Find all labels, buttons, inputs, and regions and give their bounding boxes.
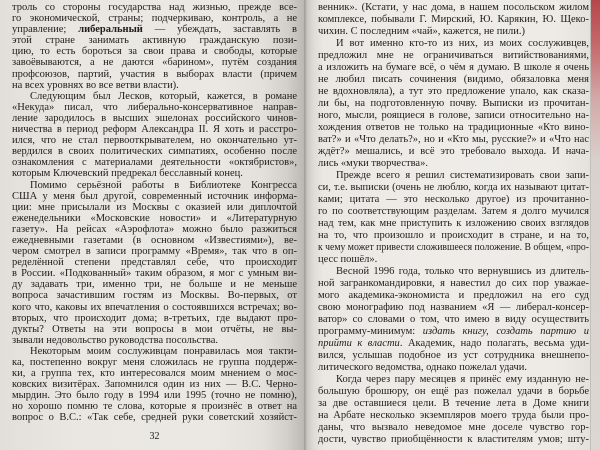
text-segment: хождения ответов не только на традиционные «Кто вино- bbox=[318, 122, 589, 133]
text-segment: дукты? Ответы на эти вопросы в мои отчёты, не вы- bbox=[12, 323, 297, 335]
line-text bbox=[12, 202, 297, 213]
text-line bbox=[318, 50, 589, 62]
line-text bbox=[318, 302, 589, 314]
text-segment: мырдин. Это было году в 1994 или 1995 (точно не помню), bbox=[12, 390, 297, 402]
line-text bbox=[12, 57, 297, 68]
text-segment: чихин. С последним «чай», кажется, не пили.) bbox=[318, 26, 525, 37]
text-segment: комплексе, побывали Г. Мирский, Ю. Карякин, Ю. Щеко- bbox=[318, 14, 589, 25]
line-text bbox=[12, 113, 297, 124]
line-text bbox=[318, 86, 589, 98]
text-line bbox=[318, 386, 589, 398]
text-line bbox=[318, 74, 589, 86]
line-text bbox=[30, 91, 297, 102]
text-segment: ление зародилось в высших эшелонах российского чинов- bbox=[12, 112, 297, 124]
text-line bbox=[318, 314, 589, 326]
text-line bbox=[12, 191, 297, 202]
text-segment: газету». На рейсах «Аэрофлота» можно было разжиться bbox=[12, 223, 297, 235]
text-segment: ли бы, на подготовленную почву. Выписки из прочитан- bbox=[318, 98, 589, 109]
text-segment: ка, постепенно вокруг меня сложилась не группа поддерж- bbox=[12, 357, 297, 368]
line-text bbox=[318, 146, 589, 158]
text-line bbox=[12, 213, 297, 224]
text-line bbox=[12, 290, 297, 301]
text-segment: ределённой степени представлял себе, что происходит bbox=[12, 257, 297, 269]
line-text bbox=[318, 278, 589, 290]
text-segment: которым Ключевский предрекал бесславный конец. bbox=[12, 168, 243, 180]
line-text bbox=[318, 134, 589, 146]
text-segment: США у меня был другой, современный источник информа- bbox=[12, 190, 297, 202]
text-segment: вопроса зачастившим гостям из Москвы. Во-первых, от bbox=[12, 290, 297, 302]
text-line bbox=[12, 390, 297, 401]
text-segment: мого академика-экономиста и предложил на его суд bbox=[318, 290, 589, 301]
text-line bbox=[318, 398, 589, 410]
line-text bbox=[30, 346, 297, 357]
text-line bbox=[318, 134, 589, 146]
text-segment: программу-минимум: bbox=[318, 326, 423, 337]
line-text bbox=[318, 2, 589, 14]
text-line bbox=[12, 257, 297, 268]
text-line bbox=[318, 86, 589, 98]
text-segment: на то, что произошло и происходит в стране, и на то, bbox=[318, 230, 589, 241]
text-line bbox=[12, 368, 297, 379]
text-line bbox=[318, 62, 589, 74]
text-line bbox=[12, 224, 297, 235]
text-segment: ился, что не стал первооткрывателем, но окончательно ут- bbox=[12, 135, 297, 147]
text-segment: этой стране занимать активную гражданскую пози- bbox=[12, 35, 297, 47]
line-text bbox=[318, 122, 589, 134]
text-segment: управление; bbox=[12, 24, 79, 36]
text-segment: го экономической, страны; подчеркиваю, контроль, а не bbox=[12, 13, 297, 25]
line-text bbox=[12, 390, 297, 401]
text-line bbox=[318, 434, 589, 446]
text-segment: над тем, как мне приступить к изложению своих взглядов bbox=[318, 218, 589, 229]
text-line bbox=[12, 335, 297, 346]
italic-text: прийти к власти bbox=[318, 338, 400, 349]
text-segment: ду задавать три, именно три, не больше и не меньше bbox=[12, 279, 297, 291]
line-text bbox=[12, 24, 297, 35]
line-text bbox=[318, 218, 589, 230]
text-line bbox=[318, 338, 589, 350]
text-segment: ждёт?» мешались, и всё это требовало выхода. И нача- bbox=[318, 146, 589, 157]
line-text bbox=[12, 368, 297, 379]
text-segment: цесс пошёл». bbox=[318, 254, 378, 265]
text-line bbox=[12, 57, 297, 68]
line-text bbox=[318, 290, 589, 302]
text-line bbox=[12, 2, 297, 13]
italic-text: издать книгу, создать партию и bbox=[422, 326, 589, 337]
text-line bbox=[12, 313, 297, 324]
line-text bbox=[318, 362, 527, 374]
line-text bbox=[12, 146, 297, 157]
text-line bbox=[318, 158, 589, 170]
text-line bbox=[318, 410, 589, 422]
line-text bbox=[336, 266, 589, 278]
line-text bbox=[318, 338, 589, 350]
text-line bbox=[12, 346, 297, 357]
text-line bbox=[12, 302, 297, 313]
text-line bbox=[318, 230, 589, 242]
text-line bbox=[318, 302, 589, 314]
line-text bbox=[318, 62, 589, 74]
text-line bbox=[318, 38, 589, 50]
text-segment: даны, что вызвало неведомое мне доселе чувство гор- bbox=[318, 422, 589, 433]
text-line bbox=[12, 24, 297, 35]
text-segment: Помимо серьёзной работы в Библиотеке Конгресса bbox=[30, 179, 297, 191]
line-text bbox=[318, 422, 589, 434]
text-line bbox=[318, 254, 589, 266]
text-segment: а изложить на бумаге всё, о чём я думаю. В школе я очень bbox=[318, 62, 589, 73]
page-number: 32 bbox=[149, 431, 160, 442]
text-line bbox=[12, 324, 297, 335]
line-text bbox=[12, 379, 297, 390]
text-segment: на всех уровнях во все ветви власти). bbox=[12, 79, 179, 91]
text-segment: ознакомления с материалами деятельности «октябристов», bbox=[12, 157, 297, 169]
text-segment: Некоторым моим сослуживцам понравилась моя такти- bbox=[30, 345, 297, 357]
line-text bbox=[318, 182, 589, 194]
text-line bbox=[12, 91, 297, 102]
text-line bbox=[12, 180, 297, 191]
text-line bbox=[318, 242, 589, 254]
text-line bbox=[12, 168, 297, 179]
line-text bbox=[12, 313, 297, 324]
text-segment: венник». (Кстати, у нас дома, в нашем посольском жилом bbox=[318, 2, 589, 13]
text-line bbox=[12, 235, 297, 246]
text-line bbox=[12, 13, 297, 24]
text-segment: к чему может привести сложившееся положение. В общем, «про- bbox=[318, 242, 589, 253]
line-text bbox=[12, 124, 297, 135]
text-segment: ками; цитата — это несколько другое) из прочитанно- bbox=[318, 194, 589, 205]
text-line bbox=[318, 290, 589, 302]
text-segment: ной загранкомандировки, я навестил до сих пор уважае- bbox=[318, 278, 589, 289]
text-line bbox=[318, 278, 589, 290]
line-text bbox=[318, 110, 589, 122]
text-line bbox=[318, 122, 589, 134]
line-text bbox=[12, 2, 297, 13]
text-line bbox=[318, 362, 589, 374]
line-text bbox=[12, 302, 297, 313]
text-segment: предложил мне не ограничиваться витийствованиями, bbox=[318, 50, 589, 61]
text-line bbox=[318, 206, 589, 218]
right-page-text bbox=[318, 2, 589, 446]
line-text bbox=[318, 230, 589, 242]
text-segment: И вот именно кто-то из них, из моих сослуживцев, bbox=[336, 38, 589, 49]
text-segment: ки, а группа тех, кто интересовался моим мнением о мос- bbox=[12, 368, 297, 380]
text-line bbox=[318, 350, 589, 362]
text-line bbox=[12, 268, 297, 279]
line-text bbox=[12, 213, 297, 224]
text-segment: вторых, что происходит дома; в-третьих, где выдают про- bbox=[12, 312, 297, 324]
text-line bbox=[318, 326, 589, 338]
text-segment: дости, чувство приобщённости к властителям умов; шту- bbox=[318, 434, 589, 445]
text-segment: за две оставшиеся цели. В течение лета в Доме книги bbox=[318, 398, 589, 409]
text-line bbox=[12, 279, 297, 290]
text-line bbox=[12, 202, 297, 213]
line-text bbox=[318, 14, 589, 26]
text-line bbox=[318, 26, 589, 38]
line-text bbox=[318, 314, 589, 326]
line-text bbox=[12, 268, 297, 279]
text-line bbox=[12, 113, 297, 124]
text-segment: кого что, каковы их впечатления о состоявшихся встречах; во- bbox=[12, 301, 297, 313]
book-cover-edge bbox=[590, 0, 600, 450]
text-line bbox=[12, 379, 297, 390]
line-text bbox=[12, 412, 297, 423]
line-text bbox=[12, 279, 297, 290]
text-segment: вопрос о В.С.: «Так себе, средней руки советский хозяйст- bbox=[12, 412, 297, 424]
line-text bbox=[318, 434, 589, 446]
text-segment: ного, мысли, роящиеся в голове, записи относительно на- bbox=[318, 110, 589, 121]
text-segment: еженедельники «Московские новости» и «Литературную bbox=[12, 212, 297, 224]
line-text bbox=[12, 157, 297, 168]
text-line bbox=[12, 146, 297, 157]
text-line bbox=[12, 80, 297, 91]
text-line bbox=[318, 14, 589, 26]
text-line bbox=[318, 422, 589, 434]
text-segment: Весной 1996 года, только что вернувшись из длитель- bbox=[336, 266, 589, 277]
line-text bbox=[318, 350, 589, 362]
text-segment: профсоюзов, партий, участия в выборах власти (причем bbox=[12, 68, 297, 80]
text-segment: си, т.е. выписки (очень не люблю, когда их называют цитат- bbox=[318, 182, 589, 193]
text-segment: зывали недовольство руководства посольства. bbox=[12, 334, 219, 346]
text-line bbox=[12, 46, 297, 57]
line-text bbox=[12, 102, 297, 113]
text-line bbox=[318, 194, 589, 206]
text-line bbox=[318, 170, 589, 182]
line-text bbox=[30, 180, 297, 191]
text-line bbox=[318, 110, 589, 122]
text-segment: ватор» со словами о том, что имею в виду осуществить bbox=[318, 314, 589, 325]
line-text bbox=[318, 242, 589, 254]
text-line bbox=[12, 124, 297, 135]
text-segment: вердился в своих политических симпатиях, особенно после bbox=[12, 146, 297, 158]
text-segment: «Некуда» писал, что либерально-консервативное направ- bbox=[12, 101, 297, 113]
line-text bbox=[318, 206, 589, 218]
text-line bbox=[318, 266, 589, 278]
text-segment: Когда через пару месяцев я принёс ему изданную не- bbox=[336, 374, 589, 385]
line-text bbox=[336, 38, 589, 50]
line-text bbox=[12, 324, 297, 335]
line-text bbox=[12, 290, 297, 301]
text-segment: не любил писать сочинения (видимо, обязаловка меня bbox=[318, 74, 589, 85]
text-line bbox=[318, 146, 589, 158]
text-segment: ции: мне присылали из Москвы с оказией или диплочтой bbox=[12, 201, 297, 213]
line-text bbox=[318, 74, 589, 86]
line-text bbox=[318, 50, 589, 62]
text-segment: Прежде всего я решил систематизировать свои запи- bbox=[336, 170, 589, 181]
line-text bbox=[12, 357, 297, 368]
text-segment: ковских визитёрах. Запомнился один из них — В.С. Черно- bbox=[12, 379, 297, 391]
text-line bbox=[12, 157, 297, 168]
text-segment: вился, услышав подобное из уст сотрудника внешнепо- bbox=[318, 350, 589, 361]
line-text bbox=[318, 410, 589, 422]
line-text bbox=[12, 246, 297, 257]
line-text bbox=[318, 326, 589, 338]
line-text bbox=[12, 168, 243, 179]
line-text bbox=[12, 35, 297, 46]
text-segment: ват?» и «Что делать?», но и «Кто мы, русские?» и «Что нас bbox=[318, 134, 589, 145]
text-segment: большую брошюру, он ещё раз пожелал удачи в борьбе bbox=[318, 386, 589, 397]
line-text bbox=[12, 80, 179, 91]
text-line bbox=[12, 102, 297, 113]
text-segment: . Академик, надо полагать, весьма уди- bbox=[399, 338, 589, 349]
line-text bbox=[336, 170, 589, 182]
line-text bbox=[12, 224, 297, 235]
line-text bbox=[318, 98, 589, 110]
text-segment: на Арбате несколько экземпляров моего труда были про- bbox=[318, 410, 589, 421]
line-text bbox=[318, 386, 589, 398]
text-line bbox=[318, 98, 589, 110]
line-text bbox=[12, 46, 297, 57]
line-text bbox=[12, 135, 297, 146]
line-text bbox=[318, 254, 377, 266]
line-text bbox=[12, 257, 297, 268]
text-segment: но хорошо помню те слова, которые я произнёс в ответ на bbox=[12, 401, 297, 413]
text-segment: го по соответствующим разделам. Затем я долго мучился bbox=[318, 206, 589, 217]
text-segment: — убеждать, заставлять в bbox=[142, 24, 297, 36]
text-segment: лись «муки творчества». bbox=[318, 158, 428, 169]
line-text bbox=[12, 335, 218, 346]
text-line bbox=[12, 246, 297, 257]
text-line bbox=[12, 69, 297, 80]
line-text bbox=[12, 191, 297, 202]
book-spine bbox=[304, 0, 307, 450]
text-line bbox=[12, 35, 297, 46]
text-segment: в России. «Подкованный» таким образом, я мог с умным ви- bbox=[12, 268, 297, 280]
line-text bbox=[12, 401, 297, 412]
text-line bbox=[12, 401, 297, 412]
line-text bbox=[12, 13, 297, 24]
text-segment: ежедневными газетами (в основном «Известиями»), ве- bbox=[12, 234, 297, 246]
text-line bbox=[318, 218, 589, 230]
text-segment: не вдохновляла), а тут это предложение упало, как сказа- bbox=[318, 86, 589, 97]
text-segment: чером смотрел в записи программу «Время», так что в оп- bbox=[12, 246, 297, 258]
line-text bbox=[336, 374, 589, 386]
text-line bbox=[318, 182, 589, 194]
text-line bbox=[12, 135, 297, 146]
line-text bbox=[318, 26, 525, 38]
line-text bbox=[12, 69, 297, 80]
text-line bbox=[318, 374, 589, 386]
text-segment: Следующим был Лесков, который, кажется, в романе bbox=[30, 90, 297, 102]
line-text bbox=[318, 194, 589, 206]
text-line bbox=[12, 412, 297, 423]
text-segment: свою монографию под названием «Я — либерал-консер- bbox=[318, 302, 589, 313]
text-segment: троль со стороны государства над жизнью, прежде все- bbox=[12, 2, 297, 13]
left-page-text bbox=[12, 2, 297, 424]
line-text bbox=[12, 235, 297, 246]
text-segment: цию, то есть бороться за свои права и свободы, которые bbox=[12, 46, 297, 58]
text-segment: литического ведомства, однако пожелал удачи. bbox=[318, 362, 528, 373]
line-text bbox=[318, 398, 589, 410]
line-text bbox=[318, 158, 428, 170]
text-segment: ничества в период реформ Александра II. Я хоть и расстро- bbox=[12, 124, 297, 136]
bold-text: либеральный bbox=[78, 24, 143, 36]
text-segment: завоёвываются, а не даются «барином», путём создания bbox=[12, 57, 297, 69]
text-line bbox=[318, 2, 589, 14]
text-line bbox=[12, 357, 297, 368]
